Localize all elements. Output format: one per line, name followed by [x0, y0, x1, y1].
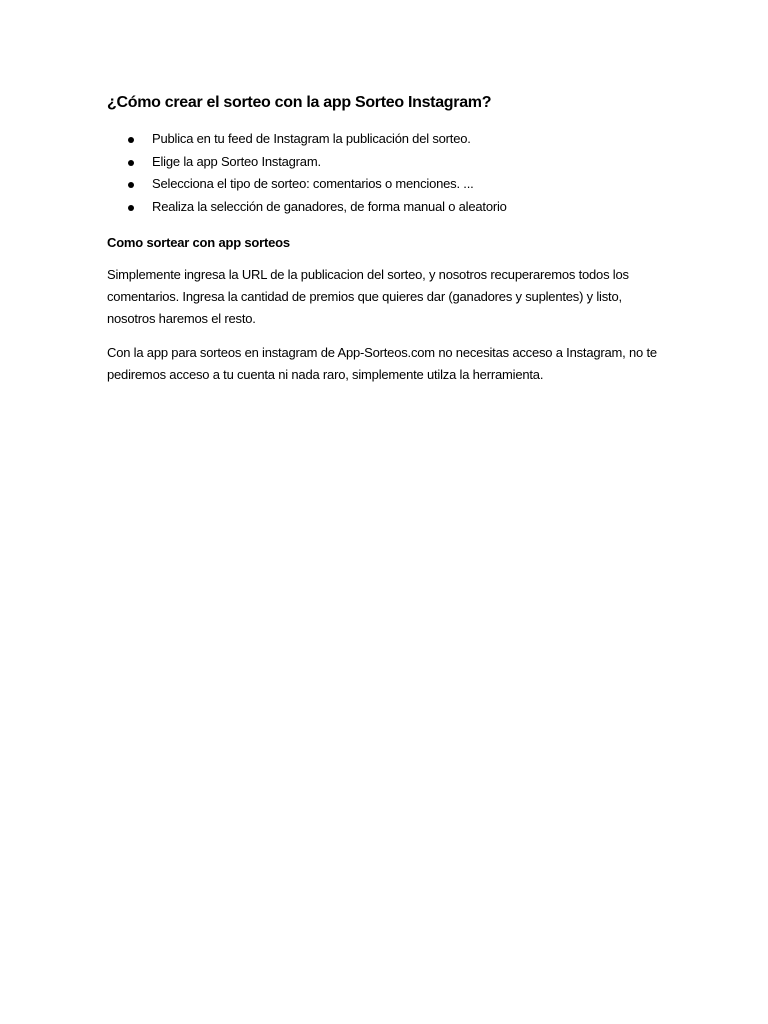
bullet-icon	[128, 160, 134, 166]
list-item	[107, 173, 667, 196]
steps-list	[107, 128, 667, 218]
list-item-text: Selecciona el tipo de sorteo: comentarios o menciones. ...	[152, 176, 474, 191]
list-item-text: Elige la app Sorteo Instagram.	[152, 153, 321, 169]
bullet-icon	[128, 205, 134, 211]
section-heading: Como sortear con app sorteos	[107, 235, 290, 250]
paragraph-url-instructions: Simplemente ingresa la URL de la publicacion del sorteo, y nosotros recuperaremos todos los comentarios. Ingresa la cantidad de premios que quieres dar (ganadores y suplentes) y listo, nosotros haremos el resto.	[107, 267, 629, 326]
list-item-text: Realiza la selección de ganadores, de forma manual o aleatorio	[152, 198, 507, 214]
bullet-icon	[128, 137, 134, 143]
list-item	[107, 128, 667, 151]
list-item	[107, 196, 667, 219]
document-content	[107, 92, 667, 386]
document-title: ¿Cómo crear el sorteo con la app Sorteo Instagram?	[107, 94, 492, 111]
list-item-text: Publica en tu feed de Instagram la publicación del sorteo.	[152, 131, 471, 146]
paragraph-no-access: Con la app para sorteos en instagram de App-Sorteos.com no necesitas acceso a Instagram, no te pediremos acceso a tu cuenta ni nada raro, simplemente utilza la herramienta.	[107, 345, 657, 382]
list-item	[107, 151, 667, 174]
bullet-icon	[128, 182, 134, 188]
